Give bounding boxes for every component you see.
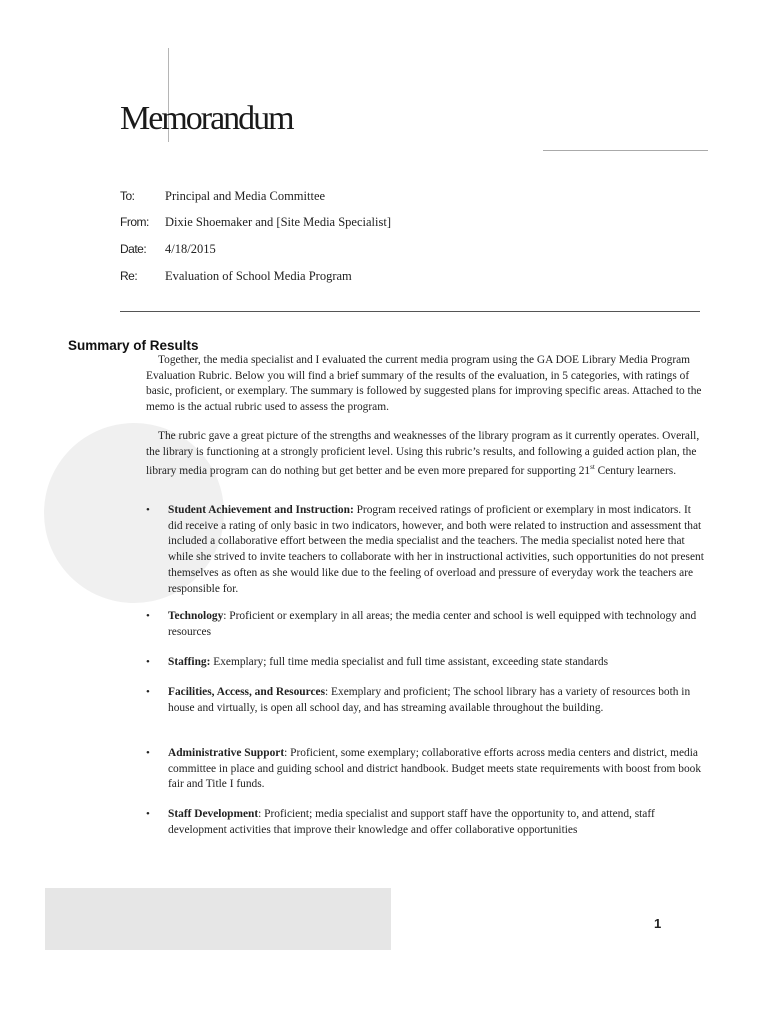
header-value: Principal and Media Committee [165, 189, 326, 203]
bullet-icon: • [146, 747, 150, 759]
header-label: Date: [120, 242, 147, 256]
header-label: Re: [120, 269, 138, 283]
bullet-icon: • [146, 504, 150, 516]
list-item [146, 746, 706, 793]
header-label: From: [120, 215, 149, 229]
bullet-icon: • [146, 656, 150, 668]
page-number: 1 [654, 916, 662, 931]
bullet-term: Staffing: [168, 656, 211, 668]
list-item [146, 807, 706, 838]
bullet-text: : Exemplary and proficient; The school library has a variety of resources both in house and virtually, is open all school day, and has streaming available throughout the building. [168, 686, 691, 714]
header-value: 4/18/2015 [165, 242, 216, 256]
section-heading: Summary of Results [68, 338, 199, 353]
paragraph-intro: Together, the media specialist and I evaluated the current media program using the GA DOE Library Media Program Evaluation Rubric. Below you will find a brief summary of the results of the evaluation, in 5 categories, with ratings of basic, proficient, or exemplary. The summary is followed by suggested plans for improving specific areas. Attached to the memo is the actual rubric used to assess the program. [146, 354, 702, 414]
paragraph-overview [146, 429, 706, 480]
paragraph-text: The rubric gave a great picture of the strengths and weaknesses of the library program as it currently operates. Overall, the library is functioning at a strongly proficient level. Using this rubric’s results, and following a guided action plan, the library media program can do nothing but get better and be even more prepared for supporting 21 [146, 430, 700, 478]
title-rule [543, 150, 708, 151]
bullet-term: Facilities, Access, and Resources [168, 686, 326, 698]
bullet-term: Administrative Support [168, 747, 285, 759]
list-item [146, 655, 706, 671]
bullet-icon: • [146, 686, 150, 698]
bullet-text: : Proficient, some exemplary; collaborative efforts across media centers and district, media committee in place and guiding school and district handbook. Budget meets state requirements with boost from book fair and Title I funds. [168, 747, 702, 791]
bullet-text: : Proficient; media specialist and support staff have the opportunity to, and attend, staff development activities that improve their knowledge and offer collaborative opportunities [168, 808, 655, 836]
bullet-text: Exemplary; full time media specialist and full time assistant, exceeding state standards [210, 656, 609, 668]
bullet-term: Technology [168, 610, 224, 622]
bullet-term: Staff Development [168, 808, 259, 820]
bullet-icon: • [146, 808, 150, 820]
list-item [146, 609, 706, 640]
bullet-text: : Proficient or exemplary in all areas; the media center and school is well equipped with technology and resources [168, 610, 697, 638]
bullet-term: Student Achievement and Instruction: [168, 504, 354, 516]
header-separator [120, 311, 700, 312]
superscript: st [590, 463, 595, 472]
list-item [146, 503, 706, 597]
footer-box [45, 888, 391, 950]
header-value: Evaluation of School Media Program [165, 269, 352, 283]
header-label: To: [120, 189, 135, 203]
header-value: Dixie Shoemaker and [Site Media Specialist] [165, 215, 391, 229]
page-title: Memorandum [120, 100, 293, 137]
bullet-text: Program received ratings of proficient or exemplary in most indicators. It did receive a rating of only basic in two indicators, however, and both were related to instruction and assessment that included a collaborative effort between the media specialist and the teachers. The media specialist noted here that while she strived to invite teachers to collaborate with her in instructional activities, such opportunities do not present themselves as often as she would like due to the feeling of overload and pressure of everyday work the teachers are responsible for. [168, 504, 704, 595]
paragraph-text: Century learners. [594, 465, 677, 478]
list-item [146, 685, 706, 716]
bullet-icon: • [146, 610, 150, 622]
